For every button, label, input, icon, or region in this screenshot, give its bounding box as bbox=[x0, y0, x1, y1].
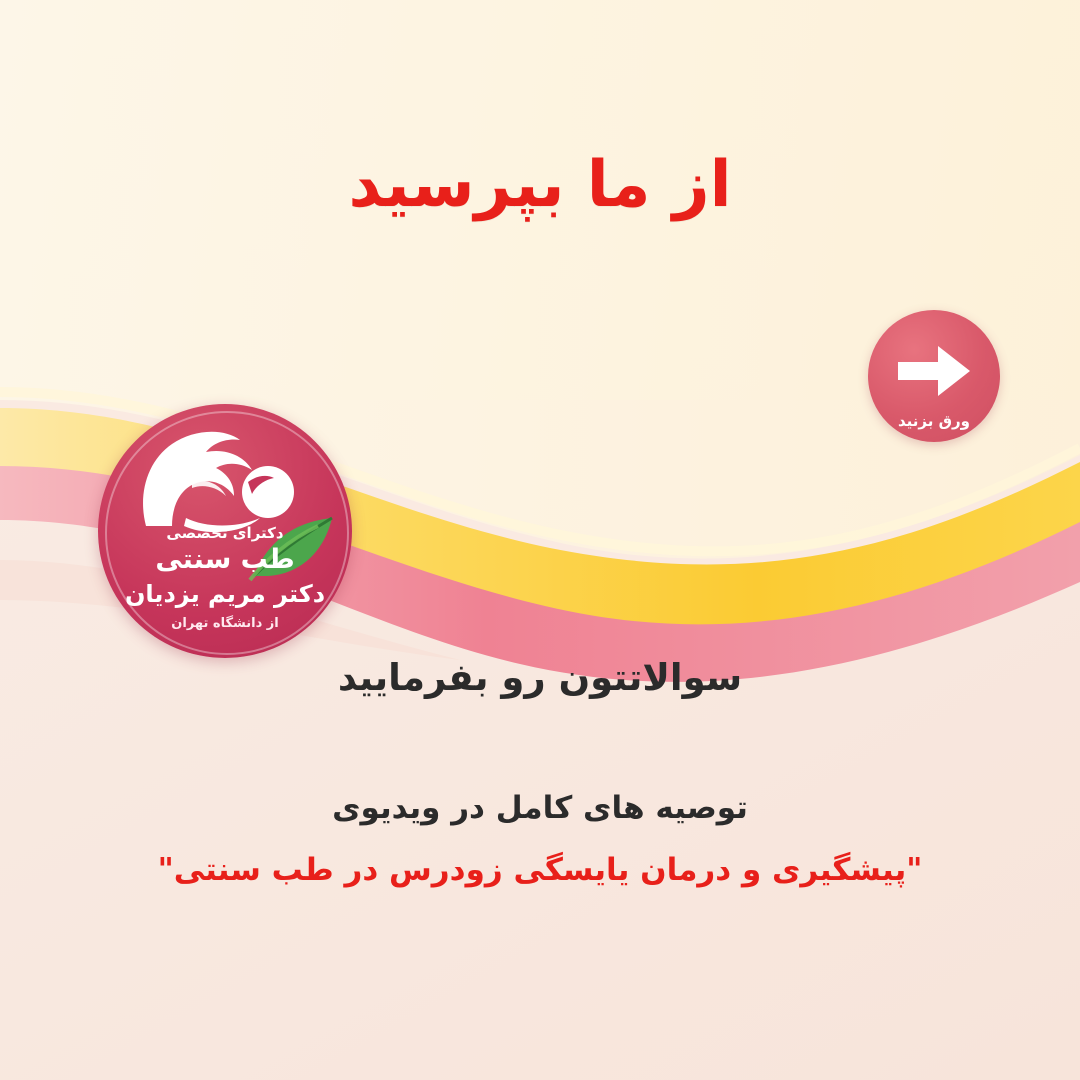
logo-line-name: دکتر مریم یزدیان bbox=[124, 580, 326, 608]
page-title: از ما بپرسید bbox=[348, 148, 732, 222]
swipe-next-button[interactable] bbox=[868, 310, 1000, 442]
video-title-text: "پیشگیری و درمان یایسگی زودرس در طب سنتی" bbox=[157, 852, 923, 888]
swipe-label: ورق بزنید bbox=[898, 412, 970, 430]
ask-questions-text: سوالاتتون رو بفرمایید bbox=[337, 656, 743, 699]
brand-logo bbox=[98, 404, 352, 658]
arrow-right-icon bbox=[894, 340, 974, 402]
logo-line-degree: دکترای تخصصی bbox=[166, 524, 284, 542]
logo-line-field: طب سنتی bbox=[155, 544, 295, 575]
advice-text: توصیه های کامل در ویدیوی bbox=[332, 790, 748, 826]
logo-line-university: از دانشگاه تهران bbox=[171, 616, 279, 631]
